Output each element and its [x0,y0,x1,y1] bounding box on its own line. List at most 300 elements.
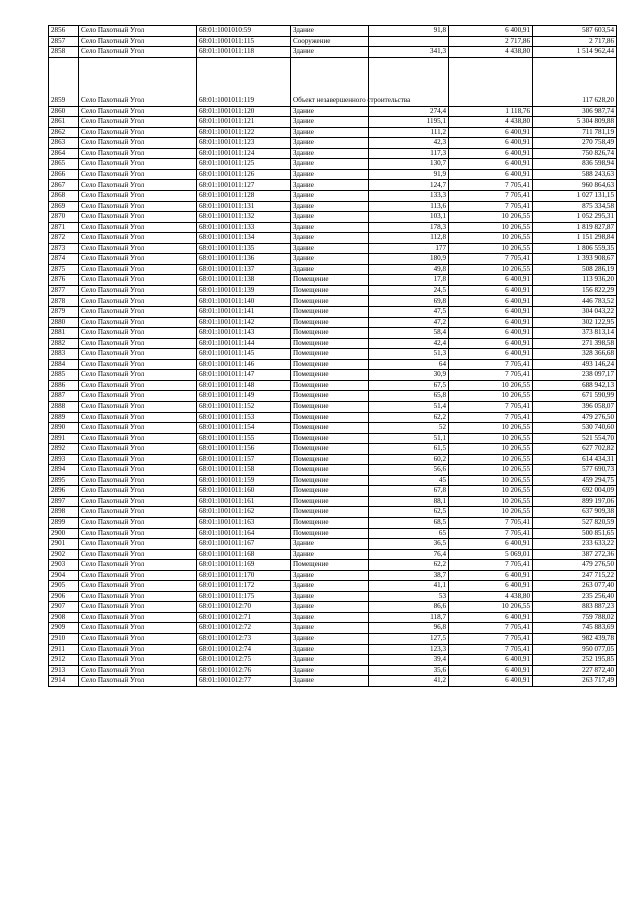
address-cell: Село Пахотный Угол [79,633,197,644]
cadastral-number-cell: 68:01:1001011:123 [197,138,291,149]
cadastral-value-cell: 113 936,20 [533,275,617,286]
address-cell: Село Пахотный Угол [79,591,197,602]
cadastral-number-cell: 68:01:1001011:120 [197,106,291,117]
table-row [49,633,617,644]
address-cell: Село Пахотный Угол [79,47,197,58]
area-cell: 112,8 [369,233,449,244]
object-type-cell: Помещение [291,465,369,476]
row-number-cell: 2863 [49,138,79,149]
specific-index-cell: 6 400,91 [449,275,533,286]
object-type-cell: Помещение [291,444,369,455]
cadastral-number-cell: 68:01:1001011:163 [197,517,291,528]
cadastral-value-cell: 692 004,09 [533,486,617,497]
row-number-cell: 2879 [49,307,79,318]
row-number-cell: 2876 [49,275,79,286]
cadastral-number-cell: 68:01:1001011:159 [197,475,291,486]
row-number-cell: 2899 [49,517,79,528]
specific-index-cell: 10 206,55 [449,212,533,223]
row-number-cell: 2866 [49,169,79,180]
row-number-cell: 2882 [49,338,79,349]
object-type-cell: Помещение [291,380,369,391]
address-cell: Село Пахотный Угол [79,338,197,349]
specific-index-cell: 2 717,86 [449,36,533,47]
cadastral-number-cell: 68:01:1001011:168 [197,549,291,560]
table-row [49,454,617,465]
area-cell: 41,2 [369,676,449,687]
table-row [49,528,617,539]
object-type-cell: Помещение [291,486,369,497]
object-type-cell: Помещение [291,528,369,539]
cadastral-value-cell: 671 590,99 [533,391,617,402]
address-cell: Село Пахотный Угол [79,275,197,286]
object-type-cell: Помещение [291,370,369,381]
object-type-cell: Здание [291,180,369,191]
cadastral-value-cell: 235 256,40 [533,591,617,602]
object-type-cell: Помещение [291,507,369,518]
specific-index-cell: 6 400,91 [449,317,533,328]
area-cell: 123,3 [369,644,449,655]
table-row [49,243,617,254]
area-cell: 133,3 [369,191,449,202]
specific-index-cell: 4 438,80 [449,47,533,58]
row-number-cell: 2908 [49,612,79,623]
object-type-cell: Помещение [291,338,369,349]
address-cell: Село Пахотный Угол [79,665,197,676]
address-cell: Село Пахотный Угол [79,454,197,465]
area-cell: 96,8 [369,623,449,634]
address-cell: Село Пахотный Угол [79,412,197,423]
table-row [49,222,617,233]
object-type-cell: Здание [291,26,369,37]
area-cell: 49,8 [369,264,449,275]
cadastral-number-cell: 68:01:1001011:137 [197,264,291,275]
row-number-cell: 2875 [49,264,79,275]
cadastral-number-cell: 68:01:1001011:136 [197,254,291,265]
address-cell: Село Пахотный Угол [79,180,197,191]
table-row [49,412,617,423]
address-cell: Село Пахотный Угол [79,444,197,455]
specific-index-cell: 6 400,91 [449,581,533,592]
cadastral-number-cell: 68:01:1001011:127 [197,180,291,191]
object-type-cell: Помещение [291,328,369,339]
row-number-cell: 2906 [49,591,79,602]
address-cell: Село Пахотный Угол [79,148,197,159]
specific-index-cell: 6 400,91 [449,539,533,550]
address-cell: Село Пахотный Угол [79,496,197,507]
object-type-cell: Здание [291,539,369,550]
area-cell: 60,2 [369,454,449,465]
area-cell: 103,1 [369,212,449,223]
address-cell: Село Пахотный Угол [79,391,197,402]
cadastral-number-cell: 68:01:1001012:76 [197,665,291,676]
object-type-cell: Здание [291,148,369,159]
cadastral-number-cell: 68:01:1001011:170 [197,570,291,581]
cadastral-value-cell: 960 864,63 [533,180,617,191]
row-number-cell: 2877 [49,285,79,296]
area-cell: 127,5 [369,633,449,644]
area-cell: 180,9 [369,254,449,265]
object-type-cell: Помещение [291,496,369,507]
address-cell: Село Пахотный Угол [79,169,197,180]
cadastral-number-cell: 68:01:1001011:169 [197,560,291,571]
cadastral-value-cell: 156 822,29 [533,285,617,296]
cadastral-number-cell: 68:01:1001011:141 [197,307,291,318]
cadastral-number-cell: 68:01:1001011:172 [197,581,291,592]
object-type-cell: Здание [291,591,369,602]
row-number-cell: 2884 [49,359,79,370]
address-cell: Село Пахотный Угол [79,36,197,47]
address-cell: Село Пахотный Угол [79,359,197,370]
area-cell: 42,4 [369,338,449,349]
cadastral-value-cell: 396 058,07 [533,401,617,412]
area-cell: 91,9 [369,169,449,180]
area-cell: 42,3 [369,138,449,149]
table-row [49,338,617,349]
cadastral-number-cell: 68:01:1001011:139 [197,285,291,296]
table-row [49,370,617,381]
cadastral-value-cell: 271 398,58 [533,338,617,349]
cadastral-value-cell: 247 715,22 [533,570,617,581]
table-row [49,169,617,180]
row-number-cell: 2883 [49,349,79,360]
specific-index-cell: 6 400,91 [449,338,533,349]
row-number-cell: 2898 [49,507,79,518]
specific-index-cell: 10 206,55 [449,233,533,244]
object-type-cell: Помещение [291,307,369,318]
cadastral-number-cell: 68:01:1001011:118 [197,47,291,58]
table-row [49,296,617,307]
area-cell: 17,8 [369,275,449,286]
row-number-cell: 2859 [49,57,79,106]
row-number-cell: 2871 [49,222,79,233]
cadastral-value-cell: 1 806 559,35 [533,243,617,254]
specific-index-cell: 6 400,91 [449,285,533,296]
address-cell: Село Пахотный Угол [79,655,197,666]
cadastral-value-cell: 387 272,36 [533,549,617,560]
area-cell: 47,2 [369,317,449,328]
address-cell: Село Пахотный Угол [79,222,197,233]
address-cell: Село Пахотный Угол [79,581,197,592]
table-row [49,391,617,402]
specific-index-cell: 10 206,55 [449,380,533,391]
table-row [49,47,617,58]
row-number-cell: 2901 [49,539,79,550]
table-row [49,138,617,149]
cadastral-number-cell: 68:01:1001011:147 [197,370,291,381]
specific-index-cell: 7 705,41 [449,370,533,381]
specific-index-cell: 6 400,91 [449,169,533,180]
row-number-cell: 2890 [49,423,79,434]
row-number-cell: 2912 [49,655,79,666]
address-cell: Село Пахотный Угол [79,401,197,412]
row-number-cell: 2860 [49,106,79,117]
table-row [49,212,617,223]
object-type-cell: Здание [291,612,369,623]
cadastral-number-cell: 68:01:1001011:122 [197,127,291,138]
row-number-cell: 2889 [49,412,79,423]
cadastral-number-cell: 68:01:1001011:119 [197,57,291,106]
cadastral-value-table [48,25,617,687]
cadastral-value-cell: 577 690,73 [533,465,617,476]
row-number-cell: 2905 [49,581,79,592]
object-type-cell: Здание [291,655,369,666]
row-number-cell: 2913 [49,665,79,676]
object-type-cell: Здание [291,169,369,180]
cadastral-number-cell: 68:01:1001011:143 [197,328,291,339]
address-cell: Село Пахотный Угол [79,233,197,244]
object-type-cell: Помещение [291,412,369,423]
table-row [49,401,617,412]
table-row [49,517,617,528]
cadastral-number-cell: 68:01:1001010:59 [197,26,291,37]
cadastral-number-cell: 68:01:1001011:134 [197,233,291,244]
area-cell: 51,4 [369,401,449,412]
cadastral-number-cell: 68:01:1001012:70 [197,602,291,613]
cadastral-number-cell: 68:01:1001012:77 [197,676,291,687]
table-row [49,676,617,687]
address-cell: Село Пахотный Угол [79,212,197,223]
address-cell: Село Пахотный Угол [79,285,197,296]
cadastral-value-cell: 2 717,86 [533,36,617,47]
area-cell: 177 [369,243,449,254]
area-cell: 111,2 [369,127,449,138]
address-cell: Село Пахотный Угол [79,475,197,486]
object-type-cell: Помещение [291,349,369,360]
row-number-cell: 2869 [49,201,79,212]
specific-index-cell: 7 705,41 [449,644,533,655]
area-cell: 130,7 [369,159,449,170]
address-cell: Село Пахотный Угол [79,307,197,318]
table-row [49,539,617,550]
area-cell: 67,8 [369,486,449,497]
table-row [49,655,617,666]
cadastral-value-cell: 614 434,31 [533,454,617,465]
table-row [49,486,617,497]
object-type-cell: Объект незавершенного строительства [291,57,369,106]
row-number-cell: 2891 [49,433,79,444]
row-number-cell: 2880 [49,317,79,328]
row-number-cell: 2887 [49,391,79,402]
area-cell: 65 [369,528,449,539]
cadastral-number-cell: 68:01:1001011:121 [197,117,291,128]
cadastral-value-cell: 306 987,74 [533,106,617,117]
specific-index-cell: 10 206,55 [449,243,533,254]
table-row [49,570,617,581]
cadastral-number-cell: 68:01:1001011:124 [197,148,291,159]
specific-index-cell: 10 206,55 [449,444,533,455]
area-cell: 58,4 [369,328,449,339]
address-cell: Село Пахотный Угол [79,433,197,444]
table-row [49,127,617,138]
specific-index-cell: 10 206,55 [449,391,533,402]
table-row [49,560,617,571]
cadastral-number-cell: 68:01:1001011:153 [197,412,291,423]
cadastral-number-cell: 68:01:1001011:156 [197,444,291,455]
object-type-cell: Здание [291,570,369,581]
row-number-cell: 2858 [49,47,79,58]
specific-index-cell: 6 400,91 [449,159,533,170]
row-number-cell: 2862 [49,127,79,138]
object-type-cell: Здание [291,633,369,644]
cadastral-number-cell: 68:01:1001011:135 [197,243,291,254]
object-type-cell: Здание [291,665,369,676]
row-number-cell: 2864 [49,148,79,159]
object-type-cell: Здание [291,212,369,223]
cadastral-number-cell: 68:01:1001012:71 [197,612,291,623]
address-cell: Село Пахотный Угол [79,106,197,117]
cadastral-number-cell: 68:01:1001011:126 [197,169,291,180]
cadastral-number-cell: 68:01:1001011:133 [197,222,291,233]
table-row [49,423,617,434]
address-cell: Село Пахотный Угол [79,328,197,339]
row-number-cell: 2903 [49,560,79,571]
area-cell: 341,3 [369,47,449,58]
row-number-cell: 2873 [49,243,79,254]
cadastral-value-cell: 759 788,02 [533,612,617,623]
cadastral-number-cell: 68:01:1001012:75 [197,655,291,666]
cadastral-number-cell: 68:01:1001012:72 [197,623,291,634]
object-type-cell: Помещение [291,560,369,571]
cadastral-value-cell: 745 883,69 [533,623,617,634]
cadastral-value-cell: 446 783,52 [533,296,617,307]
area-cell: 124,7 [369,180,449,191]
cadastral-value-cell: 263 077,40 [533,581,617,592]
table-row [49,106,617,117]
area-cell: 45 [369,475,449,486]
area-cell: 67,5 [369,380,449,391]
cadastral-value-cell: 252 195,85 [533,655,617,666]
row-number-cell: 2904 [49,570,79,581]
area-cell: 117,3 [369,148,449,159]
specific-index-cell: 10 206,55 [449,264,533,275]
area-cell: 47,5 [369,307,449,318]
table-row [49,623,617,634]
address-cell: Село Пахотный Угол [79,117,197,128]
address-cell: Село Пахотный Угол [79,317,197,328]
cadastral-value-cell: 883 887,23 [533,602,617,613]
object-type-cell: Здание [291,264,369,275]
area-cell: 274,4 [369,106,449,117]
cadastral-value-cell: 508 286,19 [533,264,617,275]
area-cell: 56,6 [369,465,449,476]
table-row [49,591,617,602]
cadastral-value-cell: 479 276,50 [533,412,617,423]
object-type-cell: Здание [291,644,369,655]
table-row [49,264,617,275]
table-row [49,612,617,623]
area-cell: 51,3 [369,349,449,360]
address-cell: Село Пахотный Угол [79,423,197,434]
specific-index-cell: 1 118,76 [449,106,533,117]
cadastral-number-cell: 68:01:1001011:167 [197,539,291,550]
specific-index-cell: 4 438,80 [449,117,533,128]
specific-index-cell: 6 400,91 [449,655,533,666]
table-row [49,285,617,296]
row-number-cell: 2900 [49,528,79,539]
cadastral-value-cell: 711 781,19 [533,127,617,138]
cadastral-number-cell: 68:01:1001011:175 [197,591,291,602]
specific-index-cell: 6 400,91 [449,138,533,149]
area-cell: 68,5 [369,517,449,528]
address-cell: Село Пахотный Угол [79,560,197,571]
address-cell: Село Пахотный Угол [79,159,197,170]
cadastral-value-cell: 1 052 295,31 [533,212,617,223]
specific-index-cell: 10 206,55 [449,454,533,465]
address-cell: Село Пахотный Угол [79,26,197,37]
address-cell: Село Пахотный Угол [79,570,197,581]
table-row [49,117,617,128]
address-cell: Село Пахотный Угол [79,191,197,202]
row-number-cell: 2910 [49,633,79,644]
table-row [49,57,617,106]
row-number-cell: 2885 [49,370,79,381]
row-number-cell: 2867 [49,180,79,191]
specific-index-cell: 7 705,41 [449,633,533,644]
cadastral-value-cell: 5 304 809,88 [533,117,617,128]
address-cell: Село Пахотный Угол [79,57,197,106]
object-type-cell: Помещение [291,517,369,528]
cadastral-number-cell: 68:01:1001011:144 [197,338,291,349]
table-row [49,275,617,286]
area-cell: 53 [369,591,449,602]
object-type-cell: Помещение [291,475,369,486]
object-type-cell: Здание [291,254,369,265]
row-number-cell: 2870 [49,212,79,223]
area-cell [369,36,449,47]
object-type-cell: Здание [291,581,369,592]
cadastral-value-cell: 302 122,95 [533,317,617,328]
cadastral-number-cell: 68:01:1001011:125 [197,159,291,170]
row-number-cell: 2857 [49,36,79,47]
table-row [49,26,617,37]
table-row [49,665,617,676]
object-type-cell: Помещение [291,285,369,296]
cadastral-number-cell: 68:01:1001011:146 [197,359,291,370]
cadastral-value-cell: 493 146,24 [533,359,617,370]
table-row [49,36,617,47]
area-cell: 24,5 [369,285,449,296]
table-row [49,644,617,655]
table-row [49,602,617,613]
row-number-cell: 2893 [49,454,79,465]
cadastral-number-cell: 68:01:1001011:158 [197,465,291,476]
area-cell: 113,6 [369,201,449,212]
specific-index-cell: 4 438,80 [449,591,533,602]
object-type-cell: Помещение [291,401,369,412]
cadastral-value-cell: 238 097,17 [533,370,617,381]
object-type-cell: Здание [291,549,369,560]
cadastral-value-cell: 982 439,78 [533,633,617,644]
specific-index-cell: 6 400,91 [449,328,533,339]
object-type-cell: Здание [291,138,369,149]
row-number-cell: 2865 [49,159,79,170]
specific-index-cell: 7 705,41 [449,401,533,412]
specific-index-cell: 7 705,41 [449,528,533,539]
specific-index-cell: 7 705,41 [449,254,533,265]
specific-index-cell: 7 705,41 [449,560,533,571]
specific-index-cell: 6 400,91 [449,296,533,307]
table-row [49,475,617,486]
cadastral-number-cell: 68:01:1001011:160 [197,486,291,497]
specific-index-cell: 10 206,55 [449,465,533,476]
cadastral-value-cell: 588 243,63 [533,169,617,180]
cadastral-number-cell: 68:01:1001011:149 [197,391,291,402]
cadastral-value-cell: 688 942,13 [533,380,617,391]
specific-index-cell: 6 400,91 [449,349,533,360]
table-row [49,433,617,444]
row-number-cell: 2896 [49,486,79,497]
cadastral-number-cell: 68:01:1001011:128 [197,191,291,202]
